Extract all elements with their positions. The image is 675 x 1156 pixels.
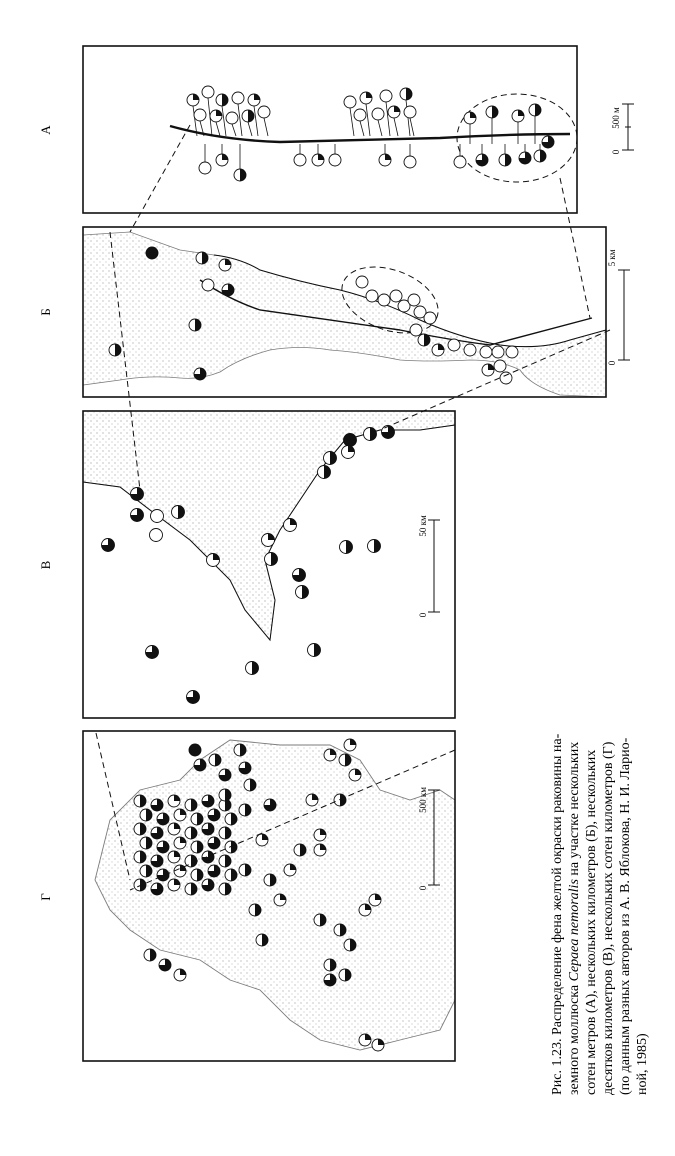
sample-site-marker — [314, 844, 326, 856]
sample-site-marker — [359, 904, 371, 916]
sample-site-marker — [344, 434, 357, 447]
sample-site-marker — [140, 865, 152, 877]
sample-site-marker — [207, 554, 220, 567]
sample-site-marker — [378, 294, 390, 306]
sample-site-marker — [194, 759, 206, 771]
sample-site-marker — [216, 94, 228, 106]
sample-site-marker — [284, 864, 296, 876]
site-connector — [410, 118, 414, 136]
sample-site-marker — [344, 939, 356, 951]
sample-site-marker — [151, 883, 163, 895]
sample-site-marker — [369, 894, 381, 906]
panel-b — [83, 227, 630, 397]
panel-b-coast — [83, 232, 606, 397]
sample-site-marker — [131, 488, 144, 501]
caption-line-1: Рис. 1.23. Распределение фена желтой окраски раковины на- — [550, 733, 565, 1095]
sample-site-marker — [388, 106, 400, 118]
sample-site-marker — [187, 94, 199, 106]
sample-site-marker — [324, 959, 336, 971]
sample-site-marker — [202, 86, 214, 98]
sample-site-marker — [151, 799, 163, 811]
sample-site-marker — [264, 874, 276, 886]
caption — [550, 733, 650, 1095]
sample-site-marker — [209, 754, 221, 766]
sample-site-marker — [210, 110, 222, 122]
site-connector — [216, 122, 220, 136]
sample-site-marker — [256, 934, 268, 946]
sample-site-marker — [189, 744, 201, 756]
panel-g-scale-zero: 0 — [418, 885, 428, 891]
sample-site-marker — [318, 466, 331, 479]
sample-site-marker — [185, 799, 197, 811]
sample-site-marker — [208, 837, 220, 849]
sample-site-marker — [239, 762, 251, 774]
sample-site-marker — [102, 539, 115, 552]
site-connector — [222, 106, 226, 136]
sample-site-marker — [168, 879, 180, 891]
sample-site-marker — [486, 106, 498, 118]
sample-site-marker — [216, 154, 228, 166]
sample-site-marker — [234, 169, 246, 181]
sample-site-marker — [359, 1034, 371, 1046]
sample-site-marker — [390, 290, 402, 302]
site-connector — [378, 120, 382, 136]
sample-site-marker — [219, 789, 231, 801]
sample-site-marker — [140, 809, 152, 821]
sample-site-marker — [464, 344, 476, 356]
sample-site-marker — [274, 894, 286, 906]
caption-line-6: ной, 1985) — [635, 1033, 650, 1095]
panel-v-scale-zero: 0 — [418, 612, 428, 618]
sample-site-marker — [202, 823, 214, 835]
sample-site-marker — [542, 136, 554, 148]
sample-site-marker — [349, 769, 361, 781]
sample-site-marker — [499, 154, 511, 166]
sample-site-marker — [151, 855, 163, 867]
sample-site-marker — [372, 1039, 384, 1051]
sample-site-marker — [219, 855, 231, 867]
site-connector — [360, 121, 364, 136]
sample-site-marker — [494, 360, 506, 372]
sample-site-marker — [134, 795, 146, 807]
sample-site-marker — [109, 344, 121, 356]
site-connector — [238, 104, 242, 136]
sample-site-marker — [476, 154, 488, 166]
caption-line-5: (по данным разных авторов из А. В. Яблокова, Н. И. Ларио- — [618, 737, 633, 1095]
sample-site-marker — [157, 841, 169, 853]
panel-a-scale — [622, 104, 634, 150]
sample-site-marker — [324, 452, 337, 465]
site-connector — [232, 124, 236, 136]
sample-site-marker — [146, 646, 159, 659]
sample-site-marker — [174, 809, 186, 821]
sample-site-marker — [454, 156, 466, 168]
sample-site-marker — [340, 541, 353, 554]
sample-site-marker — [400, 88, 412, 100]
sample-site-marker — [225, 813, 237, 825]
sample-site-marker — [506, 346, 518, 358]
sample-site-marker — [500, 372, 512, 384]
sample-site-marker — [324, 749, 336, 761]
panel-a-scale-label: 500 м — [611, 107, 621, 129]
sample-site-marker — [134, 879, 146, 891]
sample-site-marker — [296, 586, 309, 599]
sample-site-marker — [202, 795, 214, 807]
site-connector — [264, 118, 268, 136]
panel-g-scale-label: 500 км — [418, 787, 428, 813]
panel-v-scale — [428, 520, 440, 612]
sample-site-marker — [168, 795, 180, 807]
sample-site-marker — [185, 827, 197, 839]
sample-site-marker — [234, 744, 246, 756]
sample-site-marker — [174, 969, 186, 981]
sample-site-marker — [191, 869, 203, 881]
sample-site-marker — [232, 92, 244, 104]
sample-site-marker — [314, 829, 326, 841]
sample-site-marker — [191, 841, 203, 853]
sample-site-marker — [246, 662, 259, 675]
sample-site-marker — [294, 844, 306, 856]
sample-site-marker — [360, 92, 372, 104]
sample-site-marker — [219, 827, 231, 839]
caption-line-3: сотен метров (А), нескольких километров (Б), нескольких — [584, 749, 599, 1095]
sample-site-marker — [202, 279, 214, 291]
sample-site-marker — [464, 112, 476, 124]
sample-site-marker — [293, 569, 306, 582]
sample-site-marker — [294, 154, 306, 166]
sample-site-marker — [519, 152, 531, 164]
sample-site-marker — [424, 312, 436, 324]
panel-g-land — [95, 740, 455, 1050]
sample-site-marker — [364, 428, 377, 441]
sample-site-marker — [324, 974, 336, 986]
panel-b-scale-label: 5 км — [607, 249, 617, 267]
sample-site-marker — [244, 779, 256, 791]
sample-site-marker — [219, 883, 231, 895]
sample-site-marker — [372, 108, 384, 120]
site-connector — [254, 106, 258, 136]
sample-site-marker — [379, 154, 391, 166]
sample-site-marker — [157, 869, 169, 881]
sample-site-marker — [492, 346, 504, 358]
site-connector — [366, 104, 370, 136]
sample-site-marker — [256, 834, 268, 846]
sample-site-marker — [194, 109, 206, 121]
sample-site-marker — [339, 969, 351, 981]
sample-site-marker — [356, 276, 368, 288]
panel-b-scale-zero: 0 — [607, 360, 617, 366]
sample-site-marker — [448, 339, 460, 351]
sample-site-marker — [410, 324, 422, 336]
sample-site-marker — [366, 290, 378, 302]
sample-site-marker — [262, 534, 275, 547]
sample-site-marker — [219, 769, 231, 781]
sample-site-marker — [482, 364, 494, 376]
sample-site-marker — [219, 259, 231, 271]
sample-site-marker — [418, 334, 430, 346]
panel-b-label: Б — [38, 308, 53, 316]
sample-site-marker — [339, 754, 351, 766]
sample-site-marker — [432, 344, 444, 356]
sample-site-marker — [258, 106, 270, 118]
sample-site-marker — [284, 519, 297, 532]
sample-site-marker — [191, 813, 203, 825]
panel-a-frame — [83, 46, 577, 213]
sample-site-marker — [308, 644, 321, 657]
sample-site-marker — [168, 823, 180, 835]
sample-site-marker — [264, 799, 276, 811]
sample-site-marker — [408, 294, 420, 306]
sample-site-marker — [172, 506, 185, 519]
panel-a-label: А — [38, 125, 53, 135]
sample-site-marker — [242, 110, 254, 122]
sample-site-marker — [248, 94, 260, 106]
sample-site-marker — [202, 851, 214, 863]
sample-site-marker — [189, 319, 201, 331]
sample-site-marker — [225, 869, 237, 881]
sample-site-marker — [144, 949, 156, 961]
sample-site-marker — [534, 150, 546, 162]
panel-v-scale-label: 50 км — [418, 515, 428, 537]
sample-site-marker — [134, 823, 146, 835]
panel-g-label: Г — [38, 893, 53, 901]
sample-site-marker — [306, 794, 318, 806]
sample-site-marker — [334, 924, 346, 936]
sample-site-marker — [150, 529, 163, 542]
sample-site-marker — [344, 96, 356, 108]
panel-a — [83, 46, 634, 213]
sample-site-marker — [314, 914, 326, 926]
sample-site-marker — [368, 540, 381, 553]
sample-site-marker — [312, 154, 324, 166]
sample-site-marker — [196, 252, 208, 264]
site-connector — [350, 108, 354, 136]
sample-site-marker — [226, 112, 238, 124]
sample-site-marker — [146, 247, 158, 259]
site-connector — [394, 118, 398, 136]
panel-v-label: В — [38, 560, 53, 570]
sample-site-marker — [354, 109, 366, 121]
sample-site-marker — [382, 426, 395, 439]
sample-site-marker — [168, 851, 180, 863]
sample-site-marker — [404, 156, 416, 168]
sample-site-marker — [159, 959, 171, 971]
sample-site-marker — [187, 691, 200, 704]
panel-a-scale-zero: 0 — [611, 149, 621, 155]
sample-site-marker — [151, 827, 163, 839]
sample-site-marker — [194, 368, 206, 380]
sample-site-marker — [265, 553, 278, 566]
sample-site-marker — [344, 739, 356, 751]
sample-site-marker — [202, 879, 214, 891]
panel-g — [83, 731, 455, 1061]
sample-site-marker — [199, 162, 211, 174]
site-connector — [248, 122, 252, 136]
sample-site-marker — [380, 90, 392, 102]
sample-site-marker — [329, 154, 341, 166]
sample-site-marker — [157, 813, 169, 825]
sample-site-marker — [239, 864, 251, 876]
sample-site-marker — [480, 346, 492, 358]
site-connector — [386, 102, 390, 136]
sample-site-marker — [529, 104, 541, 116]
sample-site-marker — [342, 446, 355, 459]
panel-b-scale — [618, 270, 630, 360]
sample-site-marker — [140, 837, 152, 849]
sample-site-marker — [151, 510, 164, 523]
sample-site-marker — [185, 883, 197, 895]
caption-line-2: земного моллюска Cepaea nemoralis на участке нескольких — [567, 741, 582, 1095]
sample-site-marker — [404, 106, 416, 118]
sample-site-marker — [239, 804, 251, 816]
panel-v — [83, 411, 455, 718]
sample-site-marker — [512, 110, 524, 122]
sample-site-marker — [249, 904, 261, 916]
sample-site-marker — [134, 851, 146, 863]
caption-line-4: десятков километров (В), нескольких сотен километров (Г) — [601, 741, 616, 1095]
sample-site-marker — [208, 809, 220, 821]
sample-site-marker — [131, 509, 144, 522]
panel-a-group-ellipse — [457, 94, 577, 182]
sample-site-marker — [208, 865, 220, 877]
panel-v-coast — [83, 411, 455, 640]
sample-site-marker — [174, 837, 186, 849]
sample-site-marker — [222, 284, 234, 296]
